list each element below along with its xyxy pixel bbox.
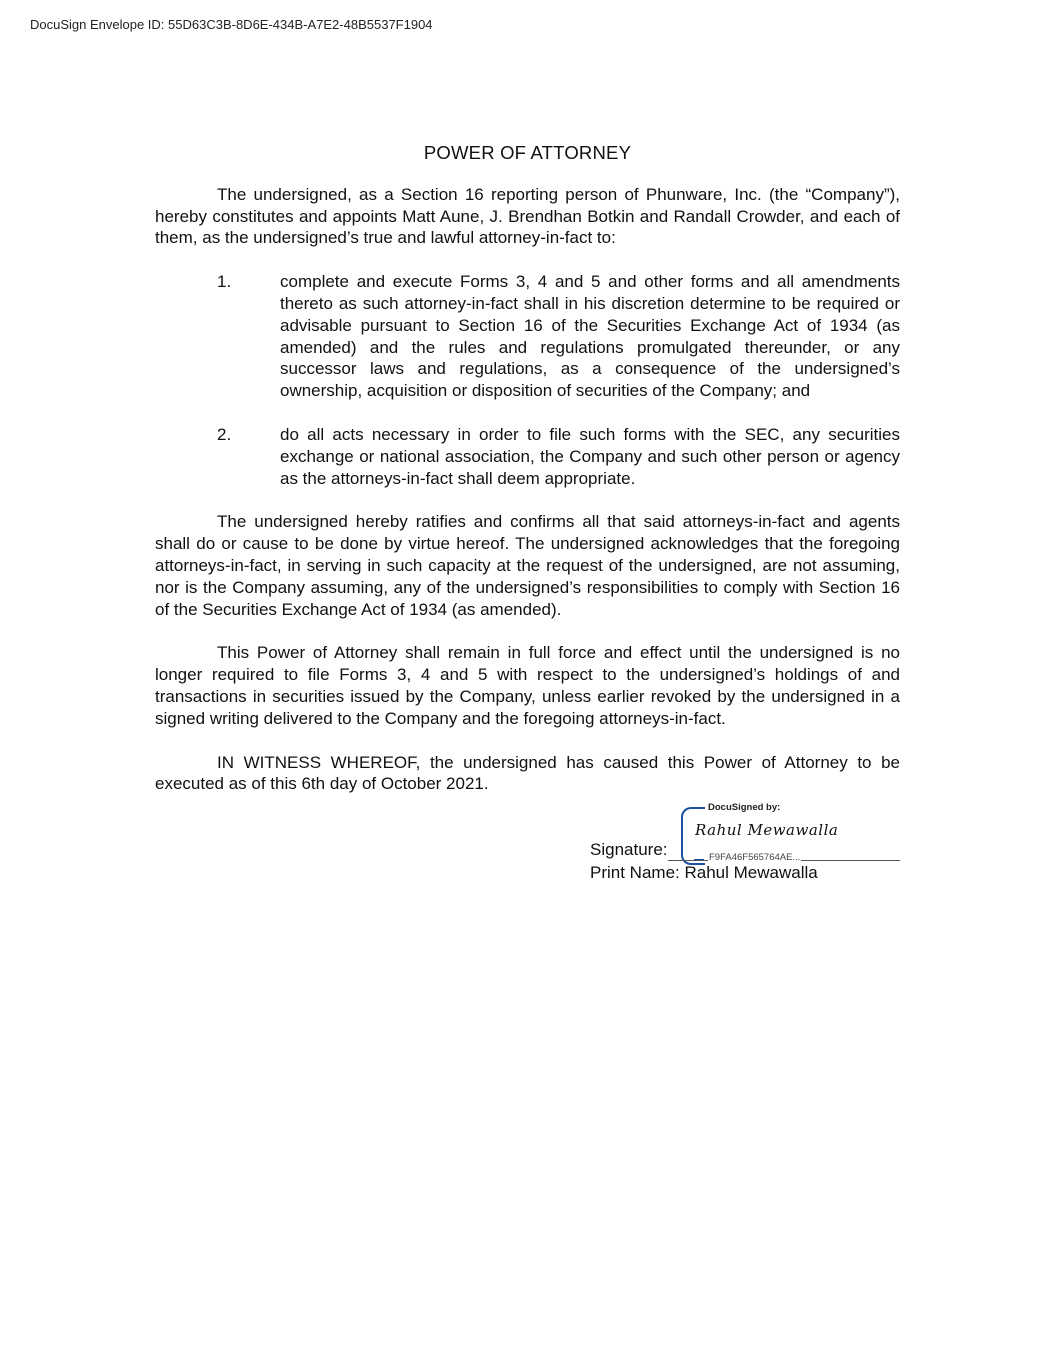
signature-label: Signature: (590, 840, 668, 859)
ratification-paragraph: The undersigned hereby ratifies and confirms all that said attorneys-in-fact and agents shall do or cause to be done by virtue hereof. The undersigned acknowledges that the foregoing attorneys-in-fact, in serving in such capacity at the request of the undersigned, are not assuming, nor is the Company assuming, any of the undersigned’s responsibilities to comply with Section 16 of the Securities Exchange Act of 1934 (as amended). (155, 512, 900, 619)
print-name: Print Name: Rahul Mewawalla (590, 863, 818, 882)
list-item-number: 2. (217, 424, 232, 444)
intro-paragraph: The undersigned, as a Section 16 reporting person of Phunware, Inc. (the “Company”), hereby constitutes and appoints Matt Aune, J. Brendhan Botkin and Randall Crowder, and each of them, as the undersigned’s true and lawful attorney-in-fact to: (155, 184, 900, 248)
list-item-number: 1. (217, 272, 232, 292)
signature-block (590, 803, 900, 888)
docusign-bracket-top (694, 807, 704, 809)
list-item (155, 424, 900, 489)
duration-paragraph: This Power of Attorney shall remain in full force and effect until the undersigned is no longer required to file Forms 3, 4 and 5 with respect to the undersigned’s holdings of and transactions in securities issued by the Company, unless earlier revoked by the undersigned in a signed writing delivered to the Company and the foregoing attorneys-in-fact. (155, 643, 900, 728)
docusign-code: F9FA46F565764AE... (709, 852, 801, 863)
list-item (155, 271, 900, 402)
list-item-text: do all acts necessary in order to file such forms with the SEC, any securities exchange or national association, the Company and such other person or agency as the attorneys-in-fact shall deem appropriate. (280, 424, 900, 488)
handwritten-signature: Rahul Mewawalla (695, 821, 839, 839)
docusign-header: DocuSigned by: (708, 802, 781, 813)
witness-paragraph: IN WITNESS WHEREOF, the undersigned has caused this Power of Attorney to be executed as of this 6th day of October 2021. (155, 752, 900, 794)
document-title: POWER OF ATTORNEY (423, 142, 632, 163)
list-item-text: complete and execute Forms 3, 4 and 5 and other forms and all amendments thereto as such attorney-in-fact shall in his discretion determine to be required or advisable pursuant to Section 16 of the Securities Exchange Act of 1934 (as amended) and the rules and regulations promulgated thereunder, or any successor laws and regulations, as a consequence of the undersigned’s ownership, acquisition or disposition of securities of the Company; and (280, 272, 900, 401)
docusign-envelope-id: DocuSign Envelope ID: 55D63C3B-8D6E-434B-A7E2-48B5537F1904 (30, 17, 433, 32)
document-body (155, 142, 900, 817)
